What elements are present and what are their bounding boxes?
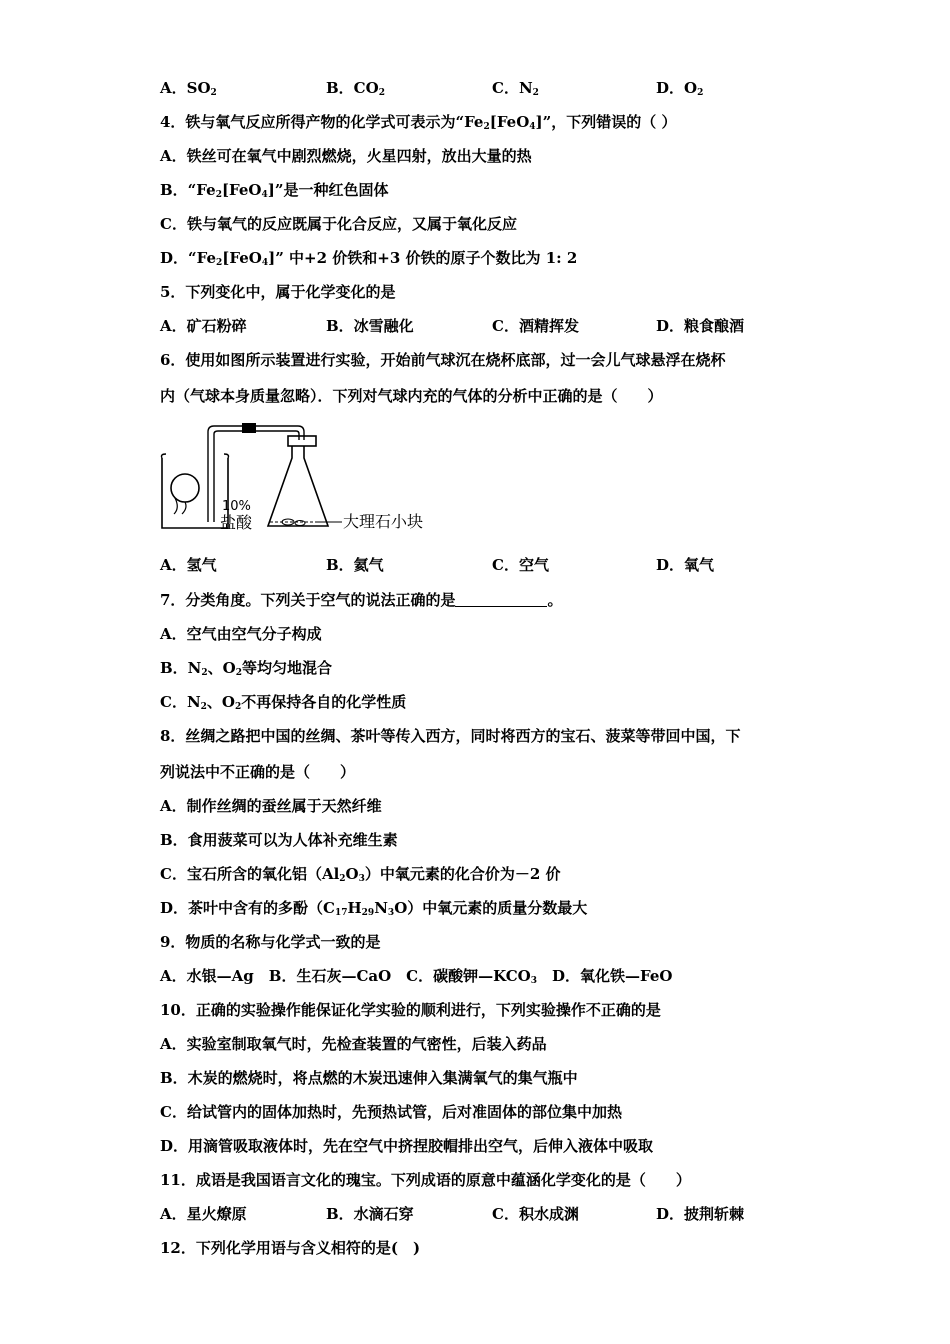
q7-option-b: B．$N_2$、$O_2$等均匀地混合 [160,659,333,678]
q5-option-d: D．粮食酿酒 [656,317,745,335]
q11-option-c: C．积水成渊 [492,1205,579,1223]
q4-stem: 4．铁与氧气反应所得产物的化学式可表示为“$Fe_2[FeO_4]$”，下列错误的（ ） [160,113,677,132]
answer-blank [455,592,547,607]
q4-option-a: A．铁丝可在氧气中剧烈燃烧，火星四射，放出大量的热 [160,147,532,165]
label-percent: 10% [222,499,251,514]
q7-option-c: C．$N_2$、$O_2$不再保持各自的化学性质 [160,693,407,712]
q7-option-a: A．空气由空气分子构成 [160,625,322,643]
q8-option-c: C．宝石所含的氧化铝$(Al_2O_3)$中氧元素的化合价为－2 价 [160,865,561,884]
q5-option-a: A．矿石粉碎 [160,317,247,335]
q4-option-b: B．“$Fe_2[FeO_4]$”是一种红色固体 [160,181,389,200]
q4-option-c: C．铁与氧气的反应既属于化合反应，又属于氧化反应 [160,215,517,233]
q6-option-b: B．氦气 [326,556,384,574]
q5-option-b: B．冰雪融化 [326,317,414,335]
q8-option-b: B．食用菠菜可以为人体补充维生素 [160,831,398,849]
q3-option-c: C．$N_2$ [492,79,539,98]
q8-option-a: A．制作丝绸的蚕丝属于天然纤维 [160,797,382,815]
label-marble: 大理石小块 [343,512,424,531]
q8-stem-line1: 8．丝绸之路把中国的丝绸、茶叶等传入西方，同时将西方的宝石、菠菜等带回中国，下 [160,727,741,745]
q10-option-a: A．实验室制取氧气时，先检查装置的气密性，后装入药品 [160,1035,547,1053]
apparatus-figure [160,418,450,536]
q10-option-d: D．用滴管吸取液体时，先在空气中挤捏胶帽排出空气，后伸入液体中吸取 [160,1137,654,1155]
q4-option-d: D．“$Fe_2[FeO_4]$” 中+2 价铁和+3 价铁的原子个数比为 1: 2 [160,249,578,268]
stopper [288,436,316,446]
q6-stem-line2: 内（气球本身质量忽略）．下列对气球内充的气体的分析中正确的是（ ） [160,387,663,405]
q11-stem: 11．成语是我国语言文化的瑰宝。下列成语的原意中蕴涵化学变化的是（ ） [160,1171,691,1189]
q10-option-c: C．给试管内的固体加热时，先预热试管，后对准固体的部位集中加热 [160,1103,622,1121]
conical-flask [268,446,328,526]
q6-stem-line1: 6．使用如图所示装置进行实验，开始前气球沉在烧杯底部，过一会儿气球悬浮在烧杯 [160,351,726,369]
q7-stem: 7．分类角度。下列关于空气的说法正确的是 。 [160,591,563,609]
q9-options: A．水银—Ag B．生石灰—CaO C．碳酸钾$—KCO_3$ D．氧化铁—FeO [160,967,673,986]
q10-option-b: B．木炭的燃烧时，将点燃的木炭迅速伸入集满氧气的集气瓶中 [160,1069,578,1087]
q12-stem: 12．下列化学用语与含义相符的是( ) [160,1239,421,1257]
q3-option-d: D．$O_2$ [656,79,704,98]
q3-option-b: B．$CO_2$ [326,79,385,98]
q11-option-a: A．星火燎原 [160,1205,247,1223]
q5-stem: 5．下列变化中，属于化学变化的是 [160,283,396,301]
q9-stem: 9．物质的名称与化学式一致的是 [160,933,381,951]
rubber-connector [242,423,256,433]
label-acid: 盐酸 [220,513,253,532]
q6-option-c: C．空气 [492,556,549,574]
q11-option-b: B．水滴石穿 [326,1205,414,1223]
balloon [171,474,199,502]
q8-stem-line2: 列说法中不正确的是（ ） [160,763,356,781]
q3-option-a: A．$SO_2$ [160,79,217,98]
q11-option-d: D．披荆斩棘 [656,1205,745,1223]
q6-option-a: A．氢气 [160,556,217,574]
q8-option-d: D．茶叶中含有的多酚$(C_{17}H_{29}N_3O)$中氧元素的质量分数最大 [160,899,588,918]
q5-option-c: C．酒精挥发 [492,317,579,335]
q6-option-d: D．氧气 [656,556,715,574]
q10-stem: 10．正确的实验操作能保证化学实验的顺利进行，下列实验操作不正确的是 [160,1001,661,1019]
